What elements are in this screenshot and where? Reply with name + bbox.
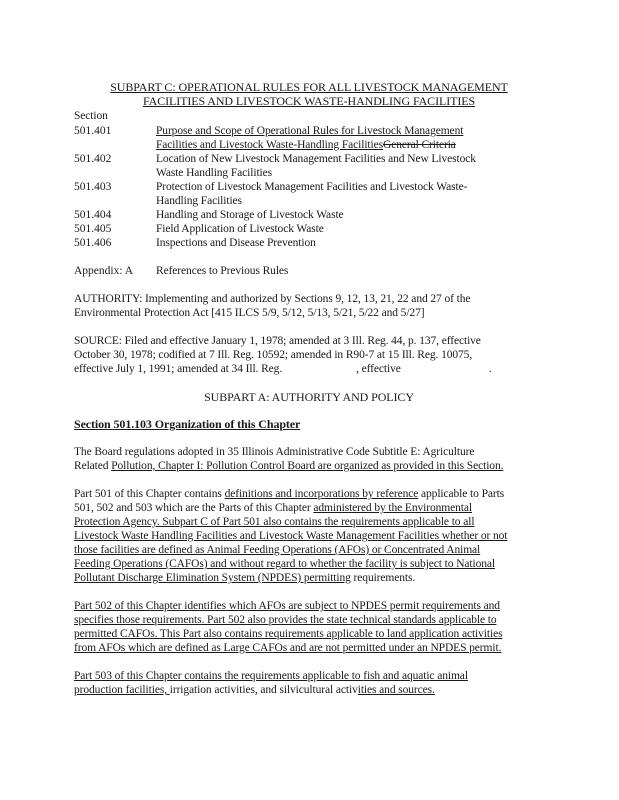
toc-number: 501.403 [74, 181, 112, 193]
p2-line [74, 488, 504, 501]
toc-number: 501.406 [74, 237, 112, 249]
p2-inserted: administered by the Environmental [313, 502, 472, 514]
toc-title: Field Application of Livestock Waste [156, 223, 324, 235]
p2-inserted: definitions and incorporations by reference [224, 488, 419, 500]
toc-title: Location of New Livestock Management Facilities and New Livestock [156, 153, 476, 165]
toc-title: Purpose and Scope of Operational Rules for Livestock Management [156, 125, 464, 137]
p1-line2 [74, 460, 503, 473]
p4-inserted: fish and aquatic animal [363, 670, 468, 682]
p1-text-end: provided in this Section. [390, 460, 504, 472]
p4-text: irrigation activities, and silvicultural activ [169, 684, 358, 696]
p4-inserted: production facilities, [74, 684, 170, 696]
p4-inserted: ities and sources. [357, 684, 435, 696]
section-103-heading: Section 501.103 Organization of this Chapter [74, 417, 301, 431]
p2-text: Part 501 of this Chapter contains [74, 488, 225, 500]
p2-line [74, 572, 415, 585]
source-line1: SOURCE: Filed and effective January 1, 1978; amended at 3 Ill. Reg. 44, p. 137, effective [74, 335, 481, 347]
deleted-text: General Criteria [383, 139, 456, 151]
p2-text: applicable to Parts [418, 488, 505, 500]
subpart-c-title-line1: SUBPART C: OPERATIONAL RULES FOR ALL LIVESTOCK MANAGEMENT [110, 80, 508, 94]
authority-line2: Environmental Protection Act [415 ILCS 5/9, 5/12, 5/13, 5/21, 5/22 and 5/27] [74, 307, 425, 319]
p3-line: specifies those requirements. Part 502 also provides the state technical standards applicable to [74, 614, 497, 626]
section-label: Section [74, 110, 108, 122]
p2-line: Livestock Waste Handling Facilities and Livestock Waste Management Facilities whether or not [74, 530, 508, 542]
toc-title: Protection of Livestock Management Facilities and Livestock Waste- [156, 181, 468, 193]
p1-text: Related [74, 460, 112, 472]
p2-line [74, 502, 472, 515]
p3-line: Part 502 of this Chapter identifies which AFOs are subject to NPDES permit requirements and [74, 600, 500, 612]
p2-line: Feeding Operations (CAFOs) and without regard to whether the facility is subject to National [74, 558, 495, 570]
source-line2: October 30, 1978; codified at 7 Ill. Reg. 10592; amended in R90-7 at 15 Ill. Reg. 10075, [74, 349, 473, 361]
inserted-text: Facilities and Livestock Waste-Handling Facilities [156, 139, 384, 151]
p4-line2 [74, 684, 435, 697]
p2-line: Protection Agency. Subpart C of Part 501 also contains the requirements applicable to all [74, 516, 475, 528]
subpart-a-title: SUBPART A: AUTHORITY AND POLICY [204, 390, 414, 404]
p4-text: Part 503 of this Chapter contains the requirements applicable to [74, 670, 364, 682]
p2-line: those facilities are defined as Animal Feeding Operations (AFOs) or Concentrated Animal [74, 544, 481, 556]
toc-title-continued: Handling Facilities [156, 195, 242, 207]
source-line3-effective: , effective [356, 363, 401, 375]
p2-inserted: Pollutant Discharge Elimination System (NPDES) permitting [74, 572, 351, 584]
source-line3-end: . [488, 363, 492, 375]
appendix-title: References to Previous Rules [156, 265, 289, 277]
p3-line: permitted CAFOs. This Part also contains requirements applicable to land application activities [74, 628, 503, 640]
toc-number: 501.404 [74, 209, 112, 221]
toc-title: Handling and Storage of Livestock Waste [156, 209, 344, 221]
subpart-c-title-line2: FACILITIES AND LIVESTOCK WASTE-HANDLING FACILITIES [142, 94, 476, 108]
toc-number: 501.405 [74, 223, 112, 235]
p2-text: 501, 502 and 503 which are the Parts of this Chapter [74, 502, 314, 514]
p2-text: requirements. [350, 572, 416, 584]
p1-line1: The Board regulations adopted in 35 Illinois Administrative Code Subtitle E: Agriculture [74, 446, 475, 458]
p4-line1 [74, 670, 468, 683]
source-line3-text: effective July 1, 1991; amended at 34 Ill. Reg. [74, 363, 283, 375]
source-line3 [74, 363, 492, 376]
toc-number: 501.401 [74, 125, 112, 137]
p3-line: from AFOs which are defined as Large CAFOs and are not permitted under an NPDES permit. [74, 642, 502, 654]
appendix-label: Appendix: A [74, 265, 134, 277]
toc-title-continued: Waste Handling Facilities [156, 167, 273, 179]
toc-number: 501.402 [74, 153, 112, 165]
authority-line1: AUTHORITY: Implementing and authorized by Sections 9, 12, 13, 21, 22 and 27 of the [74, 293, 471, 305]
p1-inserted-text: Pollution, Chapter I: Pollution Control Board are organized as [111, 460, 391, 472]
toc-title: Inspections and Disease Prevention [156, 237, 316, 249]
toc-title-continued [156, 139, 456, 152]
